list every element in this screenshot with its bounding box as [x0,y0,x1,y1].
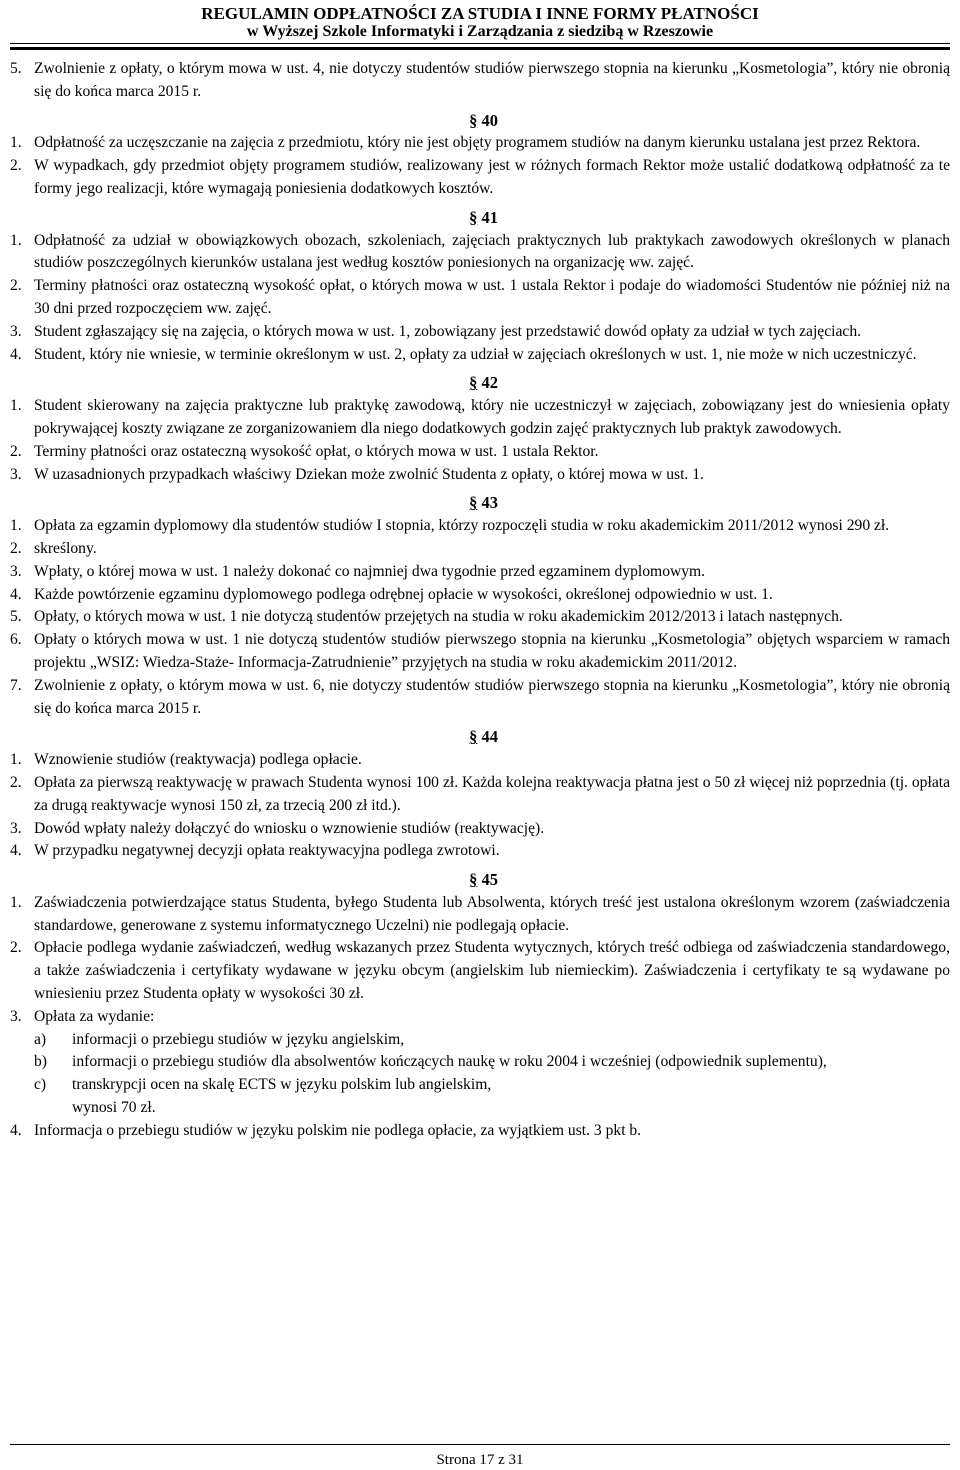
paragraph-text: Terminy płatności oraz ostateczną wysokość opłat, o których mowa w ust. 1 ustala Rektor. [34,442,599,460]
section-heading-42 [10,372,950,395]
paragraph-number: 1. [10,134,22,152]
sub-paragraph [10,1029,950,1052]
paragraph-number: 2. [10,773,22,791]
section-symbol: § [469,110,478,130]
paragraph-number: 5. [10,60,22,77]
sub-paragraph [10,1074,950,1097]
paragraph-number: 2. [10,157,22,175]
document-body [10,58,950,1143]
paragraph [10,749,950,772]
paragraph-number: 3. [10,1007,22,1025]
paragraph-text: Zwolnienie z opłaty, o którym mowa w ust. 4, nie dotyczy studentów studiów pierwszego stopnia na kierunku „Kosmetologia”, który nie obronią się do końca marca 2015 r. [34,60,950,100]
paragraph-text: W uzasadnionych przypadkach właściwy Dziekan może zwolnić Studenta z opłaty, o której mowa w ust. 1. [34,465,704,483]
paragraph-number: 4. [10,842,22,860]
paragraph-number: 2. [10,939,22,957]
footer-rule [10,1444,950,1445]
paragraph-text: Odpłatność za uczęszczanie na zajęcia z przedmiotu, który nie jest objęty programem studiów na danym kierunku ustalana jest przez Rektora. [34,134,921,152]
paragraph [10,892,950,938]
paragraph-number: 3. [10,465,22,483]
paragraph [10,675,950,721]
paragraph [10,441,950,464]
paragraph-text: Opłata za pierwszą reaktywację w prawach Studenta wynosi 100 zł. Każda kolejna reaktywacja płatna jest o 50 zł więcej niż poprzednia (tj. opłata za drugą reaktywacje wynosi 150 zł, za trzecią 200 zł itd.). [34,773,950,814]
header-rule-thick [10,47,950,50]
paragraph-text: Dowód wpłaty należy dołączyć do wniosku o wznowienie studiów (reaktywację). [34,819,545,837]
paragraph-text: Student zgłaszający się na zajęcia, o których mowa w ust. 1, zobowiązany jest przedstawić dowód opłaty za udział w tych zajęciach. [34,322,862,340]
paragraph-number: 7. [10,676,22,694]
sub-paragraph-text: wynosi 70 zł. [72,1099,156,1117]
paragraph-number: 5. [10,608,22,626]
sub-paragraph-text: informacji o przebiegu studiów w języku angielskim, [72,1030,405,1048]
paragraph [10,230,950,276]
section-number: 40 [481,110,498,130]
section-number: 43 [481,493,498,513]
section-heading-43 [10,492,950,515]
section-heading-40 [10,110,950,133]
paragraph-number: 4. [10,345,22,363]
section-number: 41 [481,207,498,227]
paragraph-number: 1. [10,517,22,535]
section-number: 45 [481,870,498,890]
paragraph [10,538,950,561]
paragraph-text: Informacja o przebiegu studiów w języku polskim nie podlega opłacie, za wyjątkiem ust. 3 pkt b. [34,1121,642,1139]
paragraph-text: Opłaty o których mowa w ust. 1 nie dotyczą studentów studiów pierwszego stopnia na kierunku „Kosmetologia” objętych wsparciem w ramach projektu „WSIZ: Wiedza-Staże- Informacja-Zatrudnienie” przyjętych na studia w roku akademickim 2011/2012. [34,631,950,671]
paragraph [10,937,950,1005]
paragraph [10,1006,950,1029]
paragraph-text: Terminy płatności oraz ostateczną wysokość opłat, o których mowa w ust. 1 ustala Rektor i podaje do wiadomości Studentów nie później niż na 30 dni przed rozpoczęciem ww. zajęć. [34,277,950,317]
paragraph [10,132,950,155]
paragraph-text: Opłata za egzamin dyplomowy dla studentów studiów I stopnia, którzy rozpoczęli studia w roku akademickim 2011/2012 wynosi 290 zł. [34,517,890,535]
section-heading-45 [10,869,950,892]
paragraph-text: skreślony. [34,539,97,557]
paragraph-number: 3. [10,562,22,580]
paragraph-text: W wypadkach, gdy przedmiot objęty programem studiów, realizowany jest w różnych formach Rektor może ustalić dodatkową odpłatność za te formy jego realizacji, które wymagają poniesienia dodatkowych kosztów. [34,157,950,197]
sub-paragraph-text: transkrypcji ocen na skalę ECTS w języku polskim lub angielskim, [72,1076,492,1094]
paragraph-text: Opłaty, o których mowa w ust. 1 nie dotyczą studentów przejętych na studia w roku akademickim 2012/2013 i latach następnych. [34,608,843,626]
paragraph-number: 2. [10,442,22,460]
paragraph-number: 3. [10,322,22,340]
sub-paragraph [10,1051,950,1074]
paragraph-text: W przypadku negatywnej decyzji opłata reaktywacyjna podlega zwrotowi. [34,842,500,860]
paragraph-text: Zwolnienie z opłaty, o którym mowa w ust. 6, nie dotyczy studentów studiów pierwszego stopnia na kierunku „Kosmetologia”, który nie obronią się do końca marca 2015 r. [34,676,950,717]
paragraph-text: Wznowienie studiów (reaktywacja) podlega opłacie. [34,751,362,769]
paragraph [10,155,950,201]
paragraph-text: Opłacie podlega wydanie zaświadczeń, według wskazanych przez Studenta wytycznych, których treść odbiega od zaświadczenia standardowego, a także zaświadczenia i certyfikaty wydawane w języku obcym (angielskim lub niemieckim). Zaświadczenia i certyfikaty te są wydawane po wniesieniu przez Studenta opłaty w wysokości 30 zł. [34,939,950,1003]
paragraph-text: Zaświadczenia potwierdzające status Studenta, byłego Studenta lub Absolwenta, których treść jest ustalona określonym wzorem (zaświadczenia standardowe, generowane z systemu informatycznego Uczelni) nie podlegają opłacie. [34,893,950,934]
section-heading-44 [10,726,950,749]
paragraph-text: Student skierowany na zajęcia praktyczne lub praktykę zawodową, który nie uczestniczył w zajęciach, zobowiązany jest do wniesienia opłaty pokrywającej koszty związane ze zorganizowaniem dla niego dodatkowych godzin zajęć praktycznych lub praktyk zawodowych. [34,397,950,437]
paragraph-text: Odpłatność za udział w obowiązkowych obozach, szkoleniach, zajęciach praktycznych lub praktykach zawodowych określonych w planach studiów poszczególnych kierunków ustalana jest według kosztów poniesionych na organizację ww. zajęć. [34,231,950,272]
paragraph [10,840,950,863]
paragraph-number: 2. [10,277,22,295]
paragraph-number: 1. [10,893,22,911]
paragraph-text: Każde powtórzenie egzaminu dyplomowego podlega odrębnej opłacie w wysokości, określonej odpowiednio w ust. 1. [34,585,773,603]
paragraph-text: Wpłaty, o której mowa w ust. 1 należy dokonać co najmniej dwa tygodnie przed egzaminem dyplomowym. [34,562,706,580]
sub-paragraph-text: informacji o przebiegu studiów dla absolwentów kończących naukę w roku 2004 i wcześniej (odpowiednik suplementu), [72,1053,827,1071]
paragraph [10,584,950,607]
sub-paragraph-letter: a) [34,1030,47,1048]
header-title: REGULAMIN ODPŁATNOŚCI ZA STUDIA I INNE FORMY PŁATNOŚCI [201,4,759,23]
paragraph [10,464,950,487]
paragraph-text: Student, który nie wniesie, w terminie określonym w ust. 2, opłaty za udział w zajęciach określonych w ust. 1, nie może w nich uczestniczyć. [34,345,917,363]
paragraph-number: 2. [10,539,22,557]
paragraph [10,606,950,629]
page-header [0,0,960,50]
paragraph [10,629,950,675]
sub-paragraph-letter: c) [34,1076,47,1094]
sub-paragraph [10,1097,950,1120]
paragraph [10,344,950,367]
paragraph-number: 3. [10,819,22,837]
paragraph-number: 4. [10,1121,22,1139]
section-symbol: § [469,207,478,227]
paragraph [10,818,950,841]
paragraph [10,275,950,321]
sub-paragraph-letter: b) [34,1053,47,1071]
section-number: 44 [481,727,498,747]
paragraph-number: 4. [10,585,22,603]
paragraph [10,1120,950,1143]
paragraph [10,58,950,104]
paragraph-text: Opłata za wydanie: [34,1007,155,1025]
paragraph-number: 6. [10,631,22,649]
section-symbol: § [469,727,478,747]
paragraph [10,772,950,818]
paragraph-number: 1. [10,231,22,249]
paragraph [10,515,950,538]
section-symbol: § [469,493,478,513]
section-symbol: § [469,373,478,393]
paragraph [10,561,950,584]
section-number: 42 [481,373,498,393]
section-heading-41 [10,207,950,230]
paragraph [10,395,950,441]
header-rule-thin [10,43,950,44]
paragraph-number: 1. [10,397,22,415]
paragraph [10,321,950,344]
page-number: Strona 17 z 31 [436,1452,524,1468]
paragraph-number: 1. [10,751,22,769]
section-symbol: § [469,870,478,890]
header-subtitle: w Wyższej Szkole Informatyki i Zarządzania z siedzibą w Rzeszowie [246,23,714,40]
